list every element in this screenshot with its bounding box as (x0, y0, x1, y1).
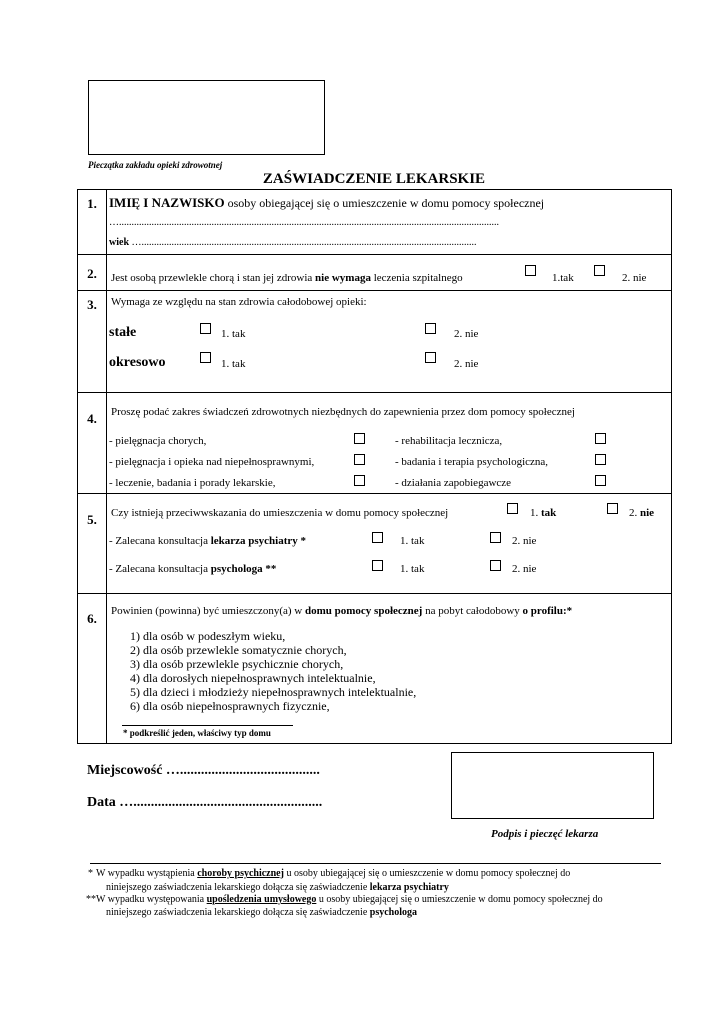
footnote-1-line-1: W wypadku wystąpienia choroby psychicznej u osoby ubiegającej się o umieszczenie w domu pomocy społecznej do (96, 868, 571, 879)
service-item: - badania i terapia psychologiczna, (395, 456, 549, 468)
option-label: 1. tak (530, 507, 557, 519)
service-item: - leczenie, badania i porady lekarskie, (109, 477, 276, 489)
profile-option[interactable]: 4) dla dorosłych niepełnosprawnych intelektualnie, (130, 671, 376, 685)
psychiatrist-consult-label: - Zalecana konsultacja lekarza psychiatry * (109, 535, 307, 547)
permanent-no-checkbox[interactable] (425, 323, 436, 334)
footnote-divider (90, 863, 661, 864)
date-field[interactable]: Data …...................................................... (87, 795, 323, 810)
full-name-field[interactable]: …........................................................................................................................................................ (109, 217, 499, 228)
psychiatrist-no-checkbox[interactable] (490, 532, 501, 543)
section-3 (77, 290, 672, 393)
chronic-illness-question: Jest osobą przewlekle chorą i stan jej zdrowia nie wymaga leczenia szpitalnego (111, 272, 463, 284)
periodic-label: okresowo (109, 355, 166, 370)
periodic-no-checkbox[interactable] (425, 352, 436, 363)
contraindication-no-checkbox[interactable] (607, 503, 618, 514)
place-field[interactable]: Miejscowość …........................................ (87, 763, 320, 778)
profile-option[interactable]: 3) dla osób przewlekle psychicznie chorych, (130, 657, 344, 671)
chronic-yes-checkbox[interactable] (525, 265, 536, 276)
page-title: ZAŚWIADCZENIE LEKARSKIE (262, 171, 486, 187)
section-number: 3. (87, 297, 97, 312)
service-checkbox[interactable] (354, 475, 365, 486)
section-4 (77, 392, 672, 494)
section-number: 2. (87, 266, 97, 281)
psychologist-no-checkbox[interactable] (490, 560, 501, 571)
psychologist-yes-checkbox[interactable] (372, 560, 383, 571)
periodic-yes-checkbox[interactable] (200, 352, 211, 363)
signature-label: Podpis i pieczęć lekarza (491, 828, 599, 840)
signature-box[interactable] (451, 752, 654, 819)
note-divider (122, 725, 293, 726)
option-label: 2. nie (454, 358, 479, 370)
footnote-2-line-2: niniejszego zaświadczenia lekarskiego dołącza się zaświadczenie psychologa (106, 907, 417, 918)
footnote-1-line-2: niniejszego zaświadczenia lekarskiego dołącza się zaświadczenie lekarza psychiatry (106, 882, 449, 893)
service-item: - rehabilitacja lecznicza, (395, 435, 503, 447)
option-label: 2. nie (512, 535, 537, 547)
psychiatrist-yes-checkbox[interactable] (372, 532, 383, 543)
option-label: 1.tak (552, 272, 574, 284)
permanent-yes-checkbox[interactable] (200, 323, 211, 334)
section-number: 4. (87, 411, 97, 426)
service-item: - pielęgnacja chorych, (109, 435, 207, 447)
option-label: 1. tak (400, 535, 425, 547)
service-checkbox[interactable] (595, 475, 606, 486)
option-label: 2. nie (454, 328, 479, 340)
services-question: Proszę podać zakres świadczeń zdrowotnych niezbędnych do zapewnienia przez dom pomocy społecznej (111, 406, 575, 418)
option-label: 2. nie (622, 272, 647, 284)
option-label: 2. nie (629, 507, 655, 519)
service-item: - działania zapobiegawcze (395, 477, 512, 489)
service-item: - pielęgnacja i opieka nad niepełnosprawnymi, (109, 456, 315, 468)
contraindication-question: Czy istnieją przeciwwskazania do umieszczenia w domu pomocy społecznej (111, 507, 449, 519)
age-field[interactable]: wiek …...................................................................................................................................... (109, 237, 477, 248)
section-2 (77, 254, 672, 291)
section-number: 1. (87, 196, 97, 211)
contraindication-yes-checkbox[interactable] (507, 503, 518, 514)
profile-option[interactable]: 5) dla dzieci i młodzieży niepełnosprawnych intelektualnie, (130, 685, 417, 699)
care-question: Wymaga ze względu na stan zdrowia całodobowej opieki: (111, 296, 367, 308)
service-checkbox[interactable] (595, 433, 606, 444)
profile-option[interactable]: 1) dla osób w podeszłym wieku, (130, 629, 286, 643)
service-checkbox[interactable] (354, 433, 365, 444)
chronic-no-checkbox[interactable] (594, 265, 605, 276)
profile-option[interactable]: 2) dla osób przewlekle somatycznie chorych, (130, 643, 347, 657)
psychologist-consult-label: - Zalecana konsultacja psychologa ** (109, 563, 277, 575)
full-name-label: IMIĘ I NAZWISKO osoby obiegającej się o umieszczenie w domu pomocy społecznej (109, 195, 545, 210)
section-1 (77, 189, 672, 255)
footnote-2-mark: ** (86, 894, 96, 905)
option-label: 1. tak (400, 563, 425, 575)
section-6 (77, 593, 672, 744)
footnote-1-mark: * (88, 868, 93, 879)
section-number: 5. (87, 512, 97, 527)
option-label: 1. tak (221, 328, 246, 340)
footnote-2-line-1: W wypadku występowania upośledzenia umysłowego u osoby ubiegającej się o umieszczenie w domu pomocy społecznej do (96, 894, 603, 905)
profile-option[interactable]: 6) dla osób niepełnosprawnych fizycznie, (130, 699, 330, 713)
service-checkbox[interactable] (354, 454, 365, 465)
stamp-box (88, 80, 325, 155)
profile-note: * podkreślić jeden, właściwy typ domu (123, 728, 271, 738)
section-5 (77, 493, 672, 594)
option-label: 1. tak (221, 358, 246, 370)
profile-question: Powinien (powinna) być umieszczony(a) w domu pomocy społecznej na pobyt całodobowy o profilu:* (111, 605, 573, 617)
section-number: 6. (87, 611, 97, 626)
stamp-label: Pieczątka zakładu opieki zdrowotnej (88, 160, 223, 170)
option-label: 2. nie (512, 563, 537, 575)
service-checkbox[interactable] (595, 454, 606, 465)
permanent-label: stałe (109, 325, 137, 340)
